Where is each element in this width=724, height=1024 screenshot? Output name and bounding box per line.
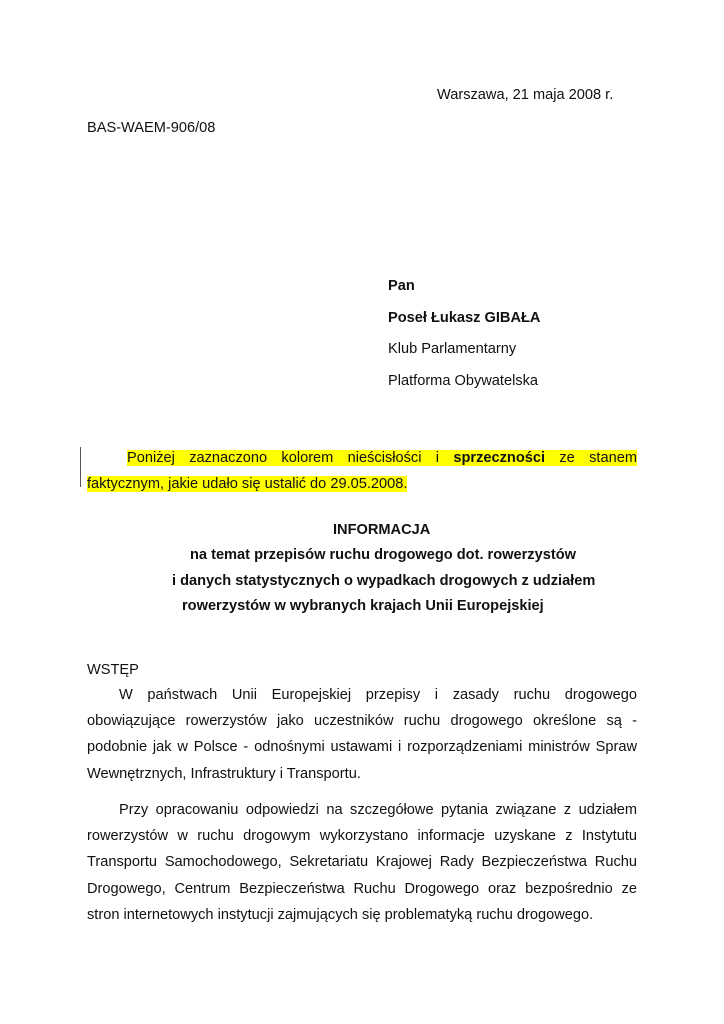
paragraph-line: Wewnętrznych, Infrastruktury i Transportu. xyxy=(87,765,361,782)
paragraph-line: rowerzystów w ruchu drogowym wykorzystano informacje uzyskane z Instytutu xyxy=(87,828,637,845)
addressee-salutation: Pan xyxy=(388,278,415,294)
note-line-2: faktycznym, jakie udało się ustalić do 29.05.2008. xyxy=(87,476,408,492)
place-and-date: Warszawa, 21 maja 2008 r. xyxy=(437,87,614,103)
paragraph-line: Transportu Samochodowego, Sekretariatu Krajowej Rady Bezpieczeństwa Ruchu xyxy=(87,854,637,871)
note-emphasis: sprzeczności xyxy=(453,450,546,466)
document-reference: BAS-WAEM-906/08 xyxy=(87,120,216,136)
note-line-1 xyxy=(87,445,637,471)
note-line-1-end: ze stanem xyxy=(545,450,637,466)
paragraph-line: Drogowego, Centrum Bezpieczeństwa Ruchu Drogowego oraz bezpośrednio ze xyxy=(87,880,637,897)
paragraph-sources xyxy=(87,797,637,928)
document-title: INFORMACJA xyxy=(333,522,431,538)
addressee-party: Platforma Obywatelska xyxy=(388,373,539,389)
document-subtitle-line-2: i danych statystycznych o wypadkach drogowych z udziałem xyxy=(172,573,596,589)
paragraph-intro xyxy=(87,682,637,787)
note-line-1-start: Poniżej zaznaczono kolorem nieścisłości i xyxy=(127,450,454,466)
paragraph-line: podobnie jak w Polsce - odnośnymi ustawami i rozporządzeniami ministrów Spraw xyxy=(87,739,637,756)
paragraph-line: W państwach Unii Europejskiej przepisy i zasady ruchu drogowego xyxy=(119,687,637,703)
paragraph-line: Przy opracowaniu odpowiedzi na szczegółowe pytania związane z udziałem xyxy=(119,802,637,818)
highlighted-note xyxy=(87,445,637,497)
paragraph-line: obowiązujące rowerzystów jako uczestników ruchu drogowego określone są - xyxy=(87,713,637,730)
paragraph-line: stron internetowych instytucji zajmujących się problematyką ruchu drogowego. xyxy=(87,906,594,923)
section-heading: WSTĘP xyxy=(87,662,139,678)
addressee-name: Poseł Łukasz GIBAŁA xyxy=(388,310,541,326)
document-subtitle-line-3: rowerzystów w wybranych krajach Unii Europejskiej xyxy=(182,598,544,614)
document-subtitle-line-1: na temat przepisów ruchu drogowego dot. rowerzystów xyxy=(190,547,576,563)
revision-marker xyxy=(80,447,81,487)
addressee-club: Klub Parlamentarny xyxy=(388,341,517,357)
